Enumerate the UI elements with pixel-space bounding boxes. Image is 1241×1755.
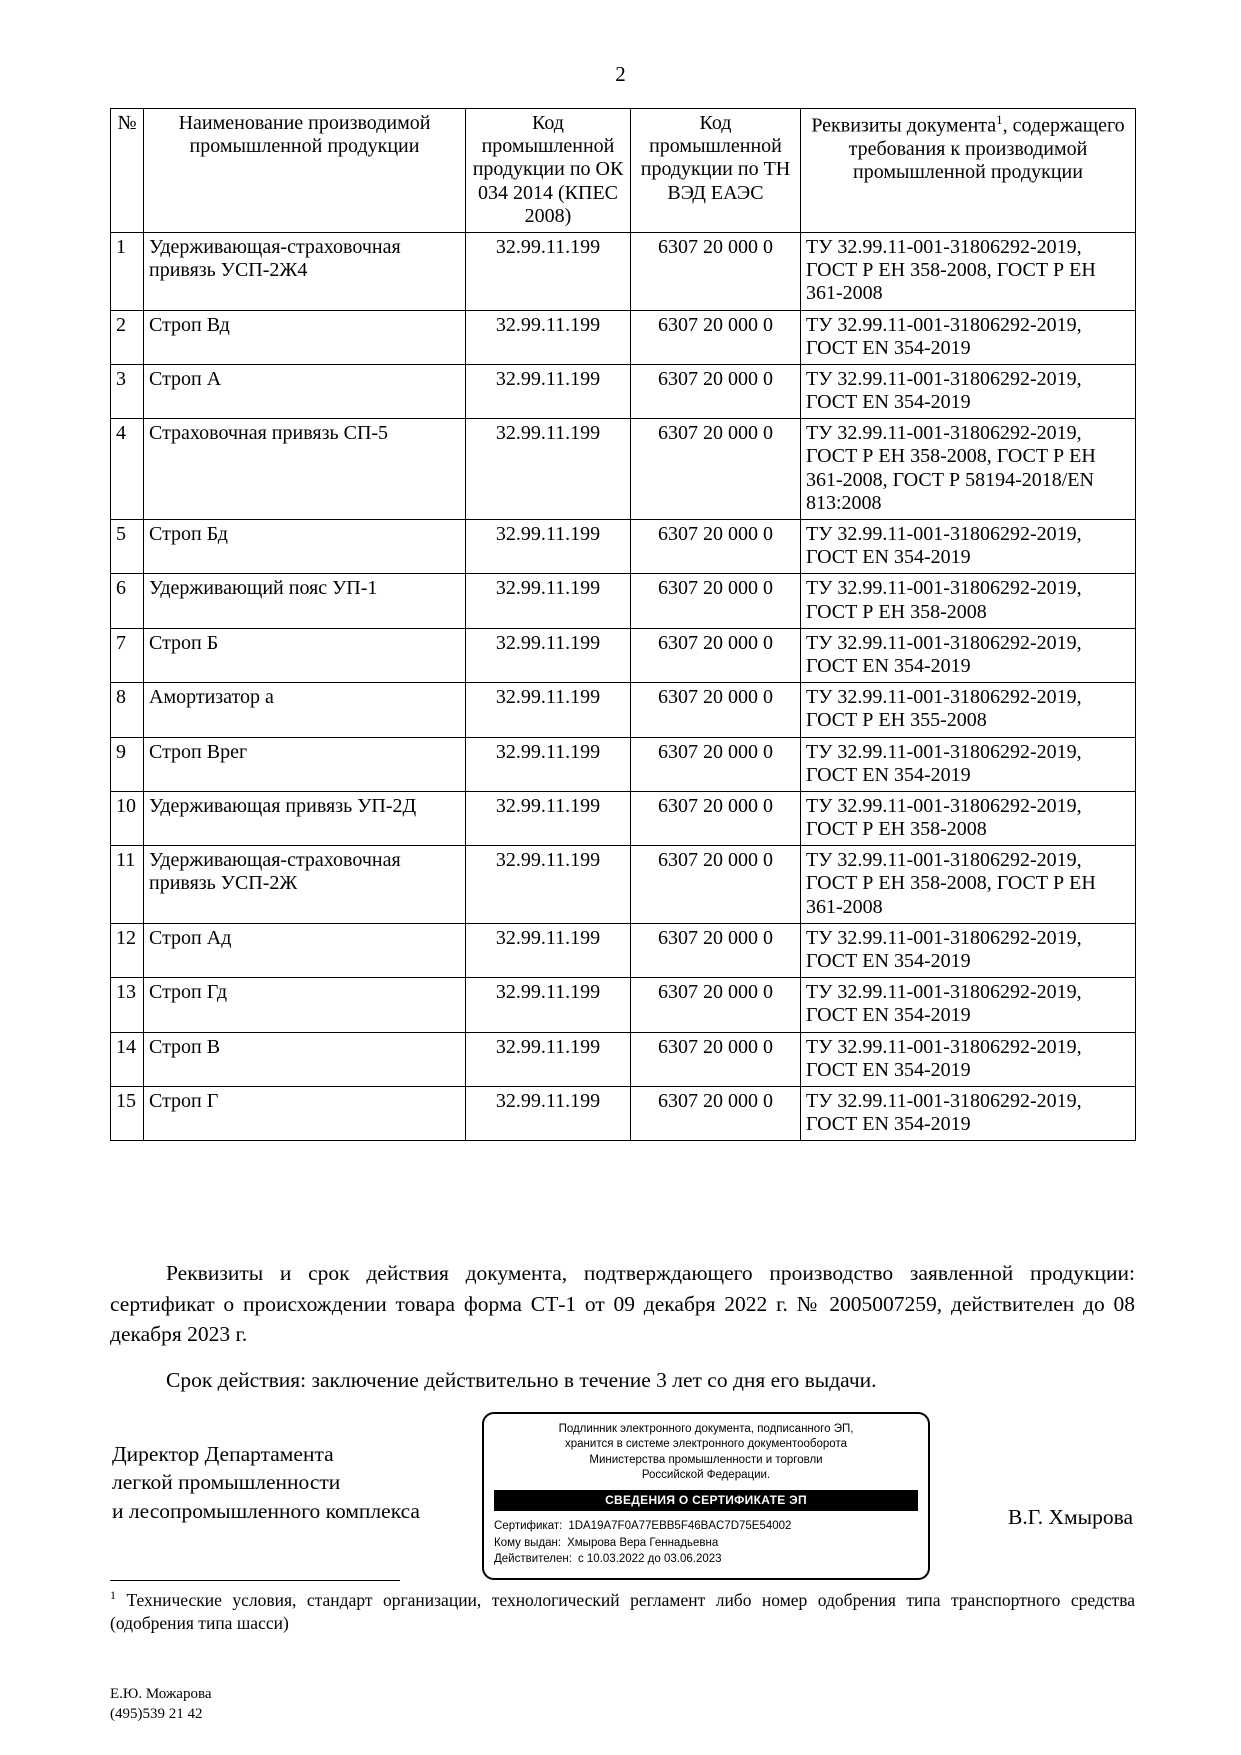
cell-requisites: ТУ 32.99.11-001-31806292-2019, ГОСТ Р ЕН 358-2008, ГОСТ Р ЕН 361-2008 [801, 232, 1136, 310]
cell-number: 5 [111, 520, 144, 574]
cell-number: 4 [111, 419, 144, 520]
footnote [110, 1588, 1135, 1635]
cell-product-name: Строп В [144, 1032, 466, 1086]
cell-ok-code: 32.99.11.199 [466, 520, 631, 574]
header-requisites [801, 109, 1136, 233]
signatory-name: В.Г. Хмырова [1008, 1505, 1133, 1529]
signatory-position-line1: Директор Департамента [112, 1442, 334, 1466]
cell-tnved-code: 6307 20 000 0 [631, 978, 801, 1032]
stamp-issued-label: Кому выдан: [494, 1536, 562, 1549]
cell-number: 1 [111, 232, 144, 310]
cell-tnved-code: 6307 20 000 0 [631, 683, 801, 737]
stamp-title-bar: СВЕДЕНИЯ О СЕРТИФИКАТЕ ЭП [494, 1490, 918, 1511]
cell-tnved-code: 6307 20 000 0 [631, 310, 801, 364]
cell-ok-code: 32.99.11.199 [466, 364, 631, 418]
cell-tnved-code: 6307 20 000 0 [631, 628, 801, 682]
header-requisites-prefix: Реквизиты документа [811, 114, 997, 137]
cell-product-name: Удерживающая-страховочная привязь УСП-2Ж4 [144, 232, 466, 310]
cell-product-name: Строп Вд [144, 310, 466, 364]
header-number: № [111, 109, 144, 233]
cell-ok-code: 32.99.11.199 [466, 419, 631, 520]
cell-product-name: Строп Г [144, 1086, 466, 1140]
cell-requisites: ТУ 32.99.11-001-31806292-2019, ГОСТ EN 354-2019 [801, 310, 1136, 364]
table-row [111, 310, 1136, 364]
cell-ok-code: 32.99.11.199 [466, 310, 631, 364]
cell-number: 11 [111, 846, 144, 924]
table-row [111, 364, 1136, 418]
cell-product-name: Страховочная привязь СП-5 [144, 419, 466, 520]
stamp-description-line2: хранится в системе электронного документооборота [565, 1438, 847, 1451]
cell-ok-code: 32.99.11.199 [466, 628, 631, 682]
table-row [111, 683, 1136, 737]
footnote-marker: 1 [110, 1588, 116, 1602]
stamp-certificate-row [494, 1518, 918, 1535]
cell-requisites: ТУ 32.99.11-001-31806292-2019, ГОСТ EN 354-2019 [801, 628, 1136, 682]
cell-requisites: ТУ 32.99.11-001-31806292-2019, ГОСТ EN 354-2019 [801, 978, 1136, 1032]
header-ok-code: Код промышленной продукции по ОК 034 2014 (КПЕС 2008) [466, 109, 631, 233]
cell-number: 15 [111, 1086, 144, 1140]
table-row [111, 923, 1136, 977]
contact-info [110, 1684, 211, 1725]
stamp-issued-value: Хмырова Вера Геннадьевна [567, 1536, 719, 1549]
stamp-valid-value: с 10.03.2022 до 03.06.2023 [577, 1553, 722, 1566]
cell-ok-code: 32.99.11.199 [466, 574, 631, 628]
cell-ok-code: 32.99.11.199 [466, 923, 631, 977]
cell-requisites: ТУ 32.99.11-001-31806292-2019, ГОСТ Р ЕН 358-2008 [801, 791, 1136, 845]
cell-tnved-code: 6307 20 000 0 [631, 419, 801, 520]
cell-ok-code: 32.99.11.199 [466, 846, 631, 924]
cell-ok-code: 32.99.11.199 [466, 791, 631, 845]
cell-number: 7 [111, 628, 144, 682]
cell-tnved-code: 6307 20 000 0 [631, 923, 801, 977]
table-header-row [111, 109, 1136, 233]
header-product-name: Наименование производимой промышленной продукции [144, 109, 466, 233]
cell-requisites: ТУ 32.99.11-001-31806292-2019, ГОСТ EN 354-2019 [801, 364, 1136, 418]
cell-number: 2 [111, 310, 144, 364]
electronic-signature-stamp [482, 1412, 930, 1580]
table-row [111, 419, 1136, 520]
cell-number: 8 [111, 683, 144, 737]
table-row [111, 737, 1136, 791]
stamp-certificate-label: Сертификат: [494, 1520, 563, 1533]
contact-name: Е.Ю. Можарова [110, 1686, 212, 1702]
stamp-description-line1: Подлинник электронного документа, подписанного ЭП, [558, 1423, 854, 1435]
stamp-description [494, 1422, 918, 1483]
cell-requisites: ТУ 32.99.11-001-31806292-2019, ГОСТ EN 354-2019 [801, 1032, 1136, 1086]
cell-product-name: Удерживающая привязь УП-2Д [144, 791, 466, 845]
cell-ok-code: 32.99.11.199 [466, 978, 631, 1032]
signatory-position-line3: и лесопромышленного комплекса [112, 1498, 420, 1523]
table-row [111, 1086, 1136, 1140]
header-requisites-footnote-marker: 1 [996, 112, 1003, 127]
cell-tnved-code: 6307 20 000 0 [631, 1086, 801, 1140]
table-row [111, 846, 1136, 924]
stamp-certificate-value: 1DA19A7F0A77EBB5F46BAC7D75E54002 [568, 1520, 792, 1533]
table-row [111, 791, 1136, 845]
table-row [111, 628, 1136, 682]
cell-tnved-code: 6307 20 000 0 [631, 791, 801, 845]
cell-requisites: ТУ 32.99.11-001-31806292-2019, ГОСТ EN 354-2019 [801, 737, 1136, 791]
cell-number: 14 [111, 1032, 144, 1086]
cell-tnved-code: 6307 20 000 0 [631, 1032, 801, 1086]
footnote-divider [110, 1580, 400, 1581]
cell-number: 6 [111, 574, 144, 628]
table-row [111, 1032, 1136, 1086]
cell-tnved-code: 6307 20 000 0 [631, 364, 801, 418]
cell-number: 13 [111, 978, 144, 1032]
products-table [110, 108, 1136, 1141]
table-row [111, 232, 1136, 310]
cell-requisites: ТУ 32.99.11-001-31806292-2019, ГОСТ Р ЕН 358-2008 [801, 574, 1136, 628]
cell-tnved-code: 6307 20 000 0 [631, 737, 801, 791]
stamp-valid-label: Действителен: [494, 1553, 572, 1566]
header-tnved-code: Код промышленной продукции по ТН ВЭД ЕАЭС [631, 109, 801, 233]
cell-product-name: Строп А [144, 364, 466, 418]
cell-requisites: ТУ 32.99.11-001-31806292-2019, ГОСТ Р ЕН 355-2008 [801, 683, 1136, 737]
cell-requisites: ТУ 32.99.11-001-31806292-2019, ГОСТ Р ЕН 358-2008, ГОСТ Р ЕН 361-2008 [801, 846, 1136, 924]
table-row [111, 574, 1136, 628]
cell-product-name: Удерживающая-страховочная привязь УСП-2Ж [144, 846, 466, 924]
stamp-issued-row [494, 1535, 918, 1552]
stamp-valid-row [494, 1551, 918, 1568]
cell-ok-code: 32.99.11.199 [466, 1032, 631, 1086]
paragraph-validity-period: Срок действия: заключение действительно в течение 3 лет со дня его выдачи. [166, 1368, 877, 1392]
contact-phone: (495)539 21 42 [110, 1706, 203, 1723]
signatory-position [112, 1440, 420, 1525]
paragraph-certificate-info: Реквизиты и срок действия документа, подтверждающего производство заявленной продукции: сертификат о происхождении товара форма СТ-1 от 09 декабря 2022 г. № 2005007259, действителен до 08 декабря 2023 г. [110, 1261, 1135, 1347]
cell-requisites: ТУ 32.99.11-001-31806292-2019, ГОСТ Р ЕН 358-2008, ГОСТ Р ЕН 361-2008, ГОСТ Р 58194-2018/EN 813:2008 [801, 419, 1136, 520]
signatory-position-line2: легкой промышленности [112, 1470, 341, 1495]
cell-product-name: Строп Гд [144, 978, 466, 1032]
cell-tnved-code: 6307 20 000 0 [631, 232, 801, 310]
cell-tnved-code: 6307 20 000 0 [631, 520, 801, 574]
cell-tnved-code: 6307 20 000 0 [631, 846, 801, 924]
stamp-description-line3: Министерства промышленности и торговли [589, 1453, 823, 1466]
cell-requisites: ТУ 32.99.11-001-31806292-2019, ГОСТ EN 354-2019 [801, 1086, 1136, 1140]
footnote-text: Технические условия, стандарт организации, технологический регламент либо номер одобрения типа транспортного средства (одобрения типа шасси) [110, 1589, 1135, 1634]
cell-number: 12 [111, 923, 144, 977]
page-number: 2 [615, 62, 626, 86]
cell-ok-code: 32.99.11.199 [466, 232, 631, 310]
cell-number: 10 [111, 791, 144, 845]
table-row [111, 520, 1136, 574]
stamp-description-line4: Российской Федерации. [641, 1468, 771, 1481]
cell-product-name: Строп Бд [144, 520, 466, 574]
cell-product-name: Амортизатор а [144, 683, 466, 737]
cell-product-name: Строп Ад [144, 923, 466, 977]
cell-product-name: Удерживающий пояс УП-1 [144, 574, 466, 628]
table-row [111, 978, 1136, 1032]
cell-number: 3 [111, 364, 144, 418]
header-requisites-suffix: , содержащего требования к производимой промышленной продукции [848, 114, 1125, 184]
cell-product-name: Строп Б [144, 628, 466, 682]
cell-ok-code: 32.99.11.199 [466, 1086, 631, 1140]
cell-tnved-code: 6307 20 000 0 [631, 574, 801, 628]
cell-ok-code: 32.99.11.199 [466, 737, 631, 791]
cell-product-name: Строп Врег [144, 737, 466, 791]
cell-requisites: ТУ 32.99.11-001-31806292-2019, ГОСТ EN 354-2019 [801, 520, 1136, 574]
cell-requisites: ТУ 32.99.11-001-31806292-2019, ГОСТ EN 354-2019 [801, 923, 1136, 977]
cell-number: 9 [111, 737, 144, 791]
cell-ok-code: 32.99.11.199 [466, 683, 631, 737]
